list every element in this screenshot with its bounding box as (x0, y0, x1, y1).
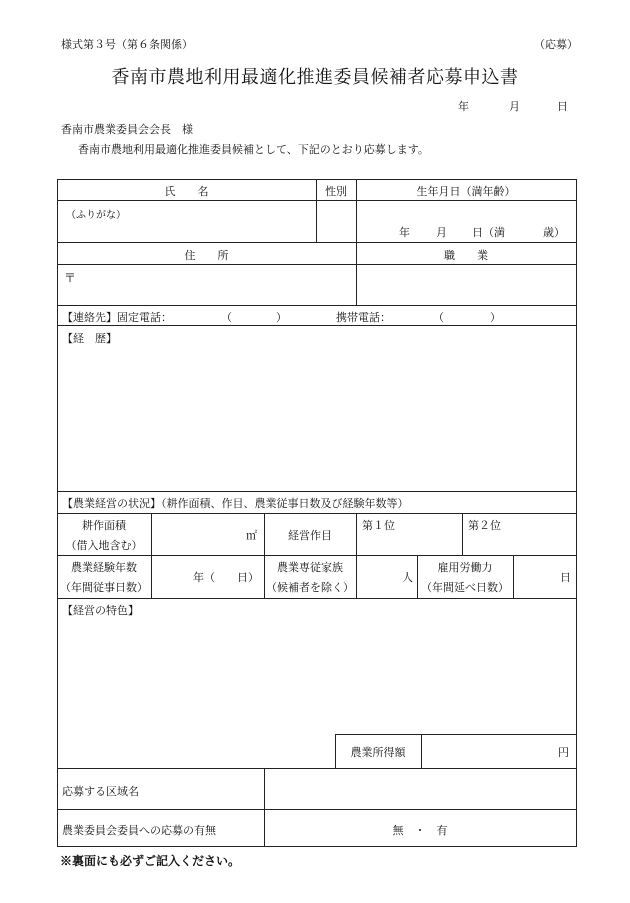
date-day-label: 日 (557, 100, 568, 113)
farm-status-label: 【農業経営の状況】（耕作面積、作目、農業従事日数及び経験年数等） (62, 497, 409, 510)
income-label: 農業所得額 (350, 746, 406, 759)
committee-choice: 無 ・ 有 (392, 824, 448, 837)
date-month-label: 月 (509, 100, 520, 113)
income-unit: 円 (558, 746, 569, 759)
name-label: 氏 名 (164, 185, 209, 198)
mobile-paren-close: ） (490, 311, 501, 324)
furigana-label: （ふりがな） (66, 210, 126, 221)
committee-label: 農業委員会委員への応募の有無 (62, 824, 216, 837)
features-label: 【経営の特色】 (62, 604, 139, 617)
phone-paren-close: ） (276, 311, 287, 324)
crop-rank-2: 第２位 (468, 519, 501, 532)
form-number: 様式第３号（第６条関係） (61, 38, 193, 51)
mobile-paren-open: （ (433, 311, 444, 324)
family-unit: 人 (402, 571, 413, 584)
dob-day-label: 日（満 (472, 226, 505, 239)
postal-mark: 〒 (64, 271, 77, 285)
dob-month-label: 月 (436, 226, 447, 239)
area-unit: ㎡ (246, 529, 257, 542)
career-label: 【経 歴】 (62, 332, 117, 345)
experience-label-sub: （年間従事日数） (60, 581, 148, 594)
experience-value: 年（ 日） (193, 571, 259, 584)
contact-label: 【連絡先】固定電話： (62, 311, 172, 324)
family-label-sub: （候補者を除く） (266, 581, 354, 594)
intro-text: 香南市農地利用最適化推進委員候補として、下記のとおり応募します。 (78, 143, 429, 156)
area-label: 耕作面積 (82, 519, 126, 532)
area-label-sub: （借入地含む） (65, 539, 143, 552)
hired-label-sub: （年間延べ日数） (421, 581, 509, 594)
footer-note: ※裏面にも必ずご記入ください。 (60, 854, 241, 868)
dob-age-label: 歳） (543, 226, 565, 239)
dob-label: 生年月日（満年齢） (416, 185, 516, 198)
form-category: （応募） (534, 38, 578, 51)
addressee: 香南市農業委員会会長 様 (61, 123, 193, 136)
date-year-label: 年 (458, 100, 469, 113)
crop-rank-1: 第１位 (362, 519, 395, 532)
hired-label: 雇用労働力 (437, 561, 493, 574)
crop-label: 経営作目 (288, 529, 332, 542)
district-label: 応募する区域名 (62, 785, 139, 798)
experience-label: 農業経験年数 (71, 561, 137, 574)
dob-year-label: 年 (399, 226, 410, 239)
address-label: 住 所 (184, 249, 229, 262)
page-title: 香南市農地利用最適化推進委員候補者応募申込書 (111, 67, 519, 88)
family-label: 農業専従家族 (277, 561, 343, 574)
phone-paren-open: （ (221, 311, 232, 324)
gender-label: 性別 (325, 185, 347, 198)
job-label: 職 業 (444, 249, 488, 262)
hired-unit: 日 (560, 571, 571, 584)
mobile-label: 携帯電話： (336, 311, 391, 324)
